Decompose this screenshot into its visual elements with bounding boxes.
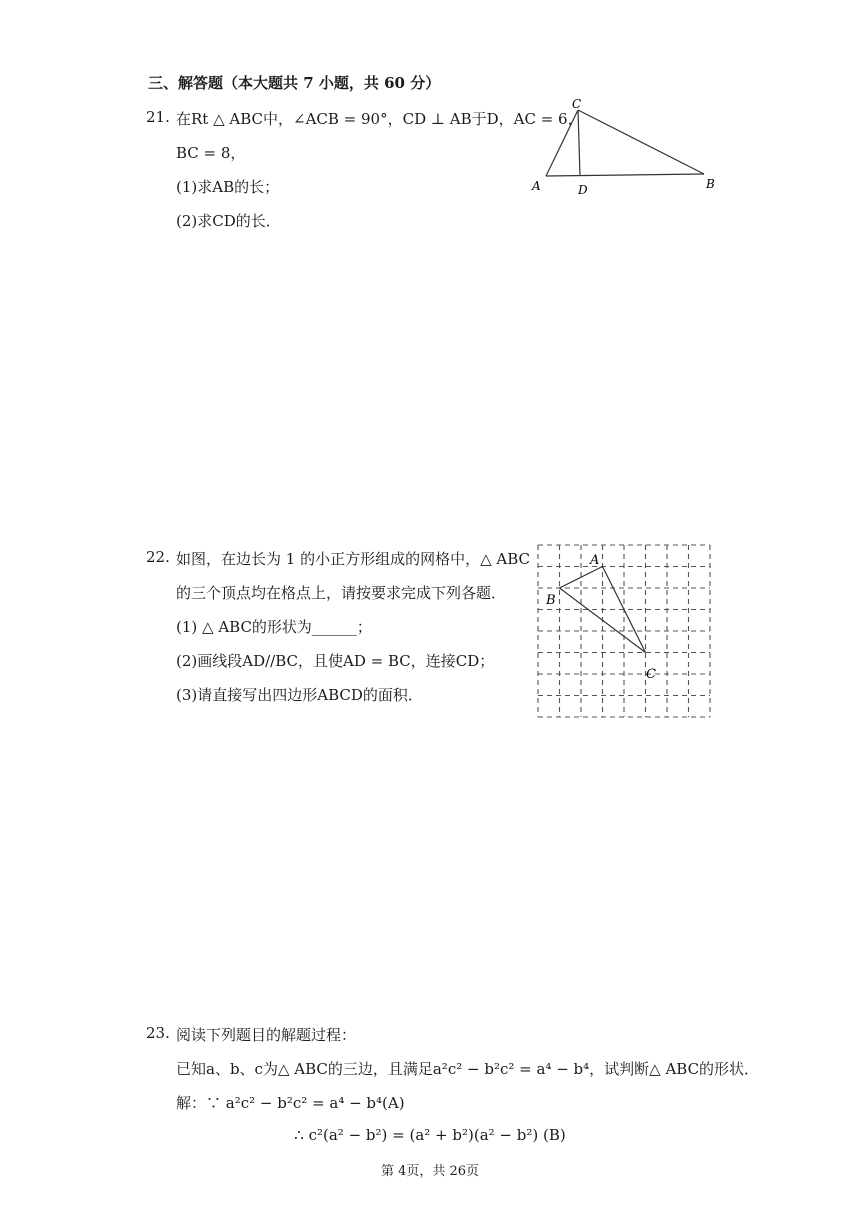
q23-problem: 已知a、b、c为△ ABC的三边，且满足a²c² − b²c² = a⁴ − b⁴，试判断△ ABC的形状． [176, 1060, 760, 1078]
q21-part1: (1)求AB的长； [176, 178, 280, 196]
q23-number: 23. [146, 1024, 170, 1042]
q21-label-d: D [578, 183, 588, 197]
segment-cb [578, 110, 704, 174]
q21-label-a: A [532, 179, 541, 193]
q22-grid-figure [532, 540, 722, 730]
q22-part1: (1) △ ABC的形状为______； [176, 618, 372, 636]
q21-stem-line1: 在Rt △ ABC中，∠ACB = 90°，CD ⊥ AB于D，AC = 6， [176, 110, 583, 128]
q23-intro: 阅读下列题目的解题过程： [176, 1026, 357, 1044]
q22-part3: (3)请直接写出四边形ABCD的面积． [176, 686, 423, 704]
section-heading: 三、解答题（本大题共 7 小题，共 60 分） [148, 74, 441, 92]
q22-part2: (2)画线段AD//BC，且使AD = BC，连接CD； [176, 652, 495, 670]
page-footer: 第 4页，共 26页 [380, 1164, 480, 1179]
q23-solution-step-a: 解：∵ a²c² − b²c² = a⁴ − b⁴(A) [176, 1094, 405, 1112]
grid-lines [538, 545, 710, 717]
q21-stem-line2: BC = 8， [176, 144, 246, 162]
q22-stem-line1: 如图，在边长为 1 的小正方形组成的网格中，△ ABC [176, 550, 530, 568]
q22-number: 22. [146, 548, 170, 566]
q22-label-c: C [646, 667, 656, 682]
q21-label-c: C [572, 97, 582, 111]
segment-ac [546, 110, 578, 176]
q23-solution-step-b: ∴ c²(a² − b²) = (a² + b²)(a² − b²) (B) [294, 1126, 566, 1144]
segment-cd [578, 110, 580, 176]
q21-triangle-figure [520, 92, 730, 202]
q22-label-a: A [590, 553, 600, 568]
q21-label-b: B [706, 177, 715, 191]
q21-number: 21. [146, 108, 170, 126]
q22-label-b: B [546, 593, 556, 608]
q22-stem-line2: 的三个顶点均在格点上，请按要求完成下列各题． [176, 584, 507, 602]
segment-ab [546, 174, 704, 176]
q21-part2: (2)求CD的长． [176, 212, 281, 230]
